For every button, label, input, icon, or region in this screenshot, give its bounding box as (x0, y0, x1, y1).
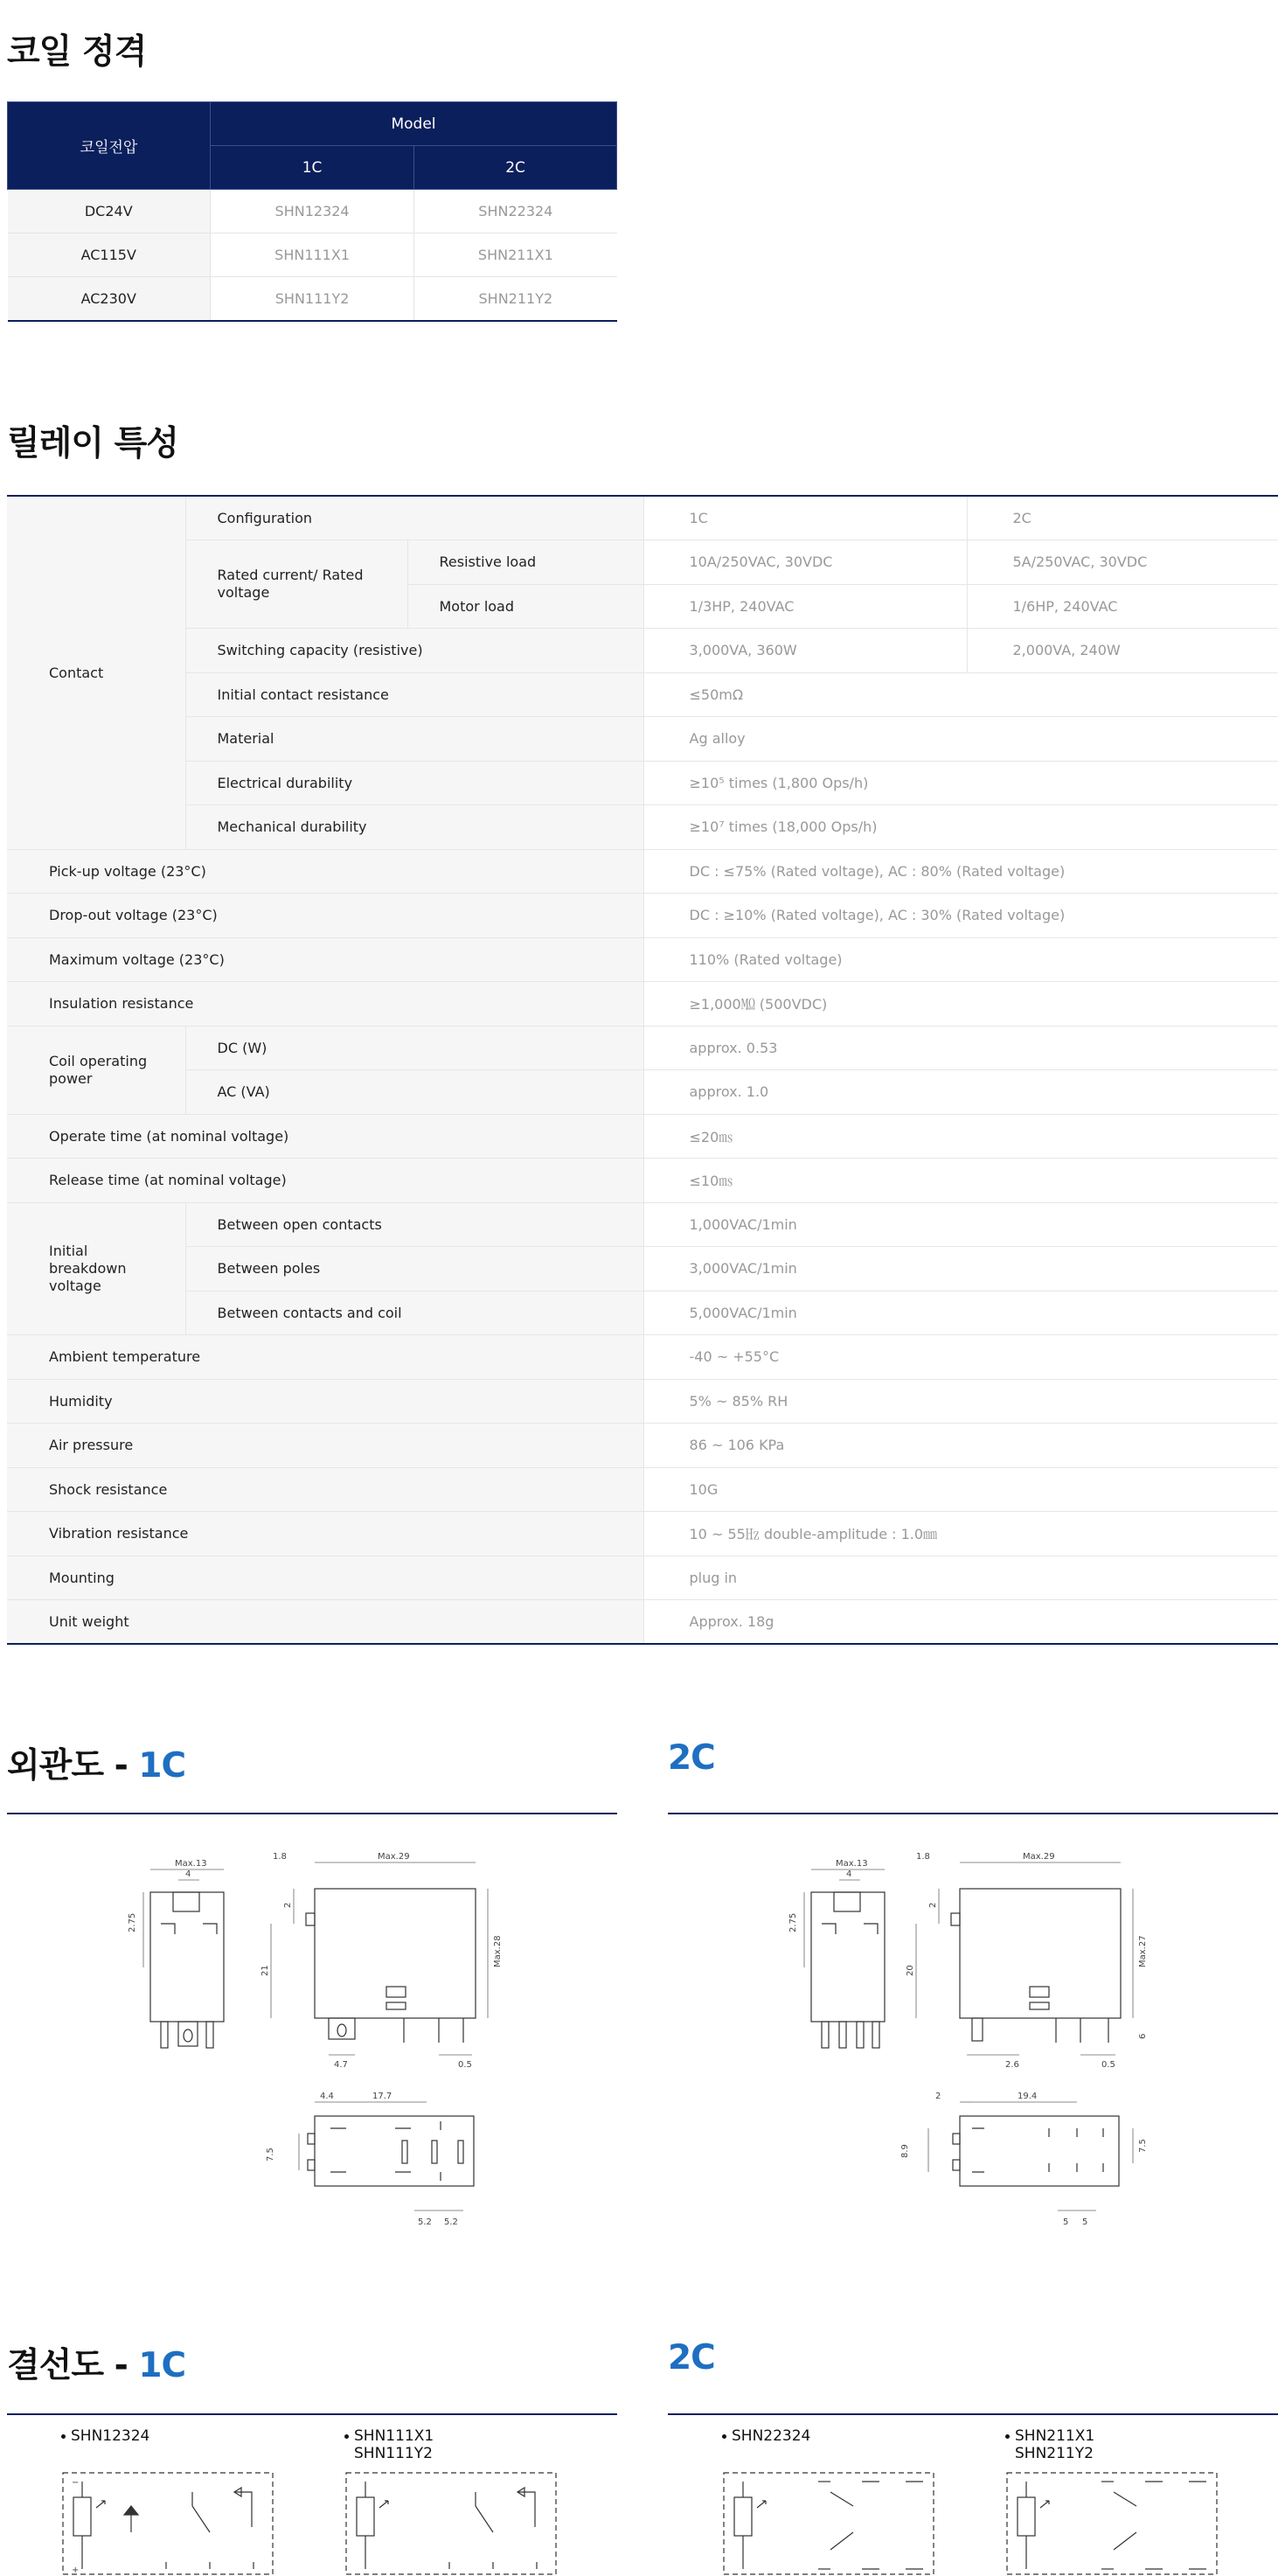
model-name: SHN111X1 (354, 2427, 434, 2445)
front-view-body (960, 1889, 1121, 2018)
dim-label: 4 (185, 1869, 191, 1879)
wiring-model-label (61, 2427, 149, 2445)
spec-label: Electrical durability (185, 761, 643, 805)
spec-value: 5,000VAC/1min (643, 1291, 1278, 1335)
table-row (7, 1070, 1278, 1115)
dim-label: Max.28 (493, 1935, 503, 1967)
spec-value-2c: 2,000VA, 240W (967, 629, 1278, 673)
spec-value: DC : ≤75% (Rated voltage), AC : 80% (Rated voltage) (643, 849, 1278, 894)
spec-value: 86 ~ 106 KPa (643, 1424, 1278, 1468)
spec-value-1c: 1/3HP, 240VAC (643, 584, 967, 629)
spec-value: ≤20㎳ (643, 1114, 1278, 1159)
model-name: SHN111Y2 (354, 2445, 433, 2462)
table-row (7, 540, 1278, 585)
spec-value: approx. 1.0 (643, 1070, 1278, 1115)
spec-value: ≤50mΩ (643, 672, 1278, 717)
spec-label: Between contacts and coil (185, 1291, 643, 1335)
dim-label: 7.5 (1138, 2139, 1148, 2153)
table-row (7, 1335, 1278, 1380)
spec-value: ≤10㎳ (643, 1159, 1278, 1203)
wiring-1c-rule (7, 2413, 617, 2415)
header-coil-voltage: 코일전압 (8, 102, 211, 190)
spec-label: Shock resistance (7, 1467, 643, 1512)
bottom-view-body (960, 2116, 1119, 2186)
wiring-title-2c: 2C (668, 2338, 715, 2378)
table-row (7, 761, 1278, 805)
table-row (7, 1202, 1278, 1247)
outline-title-1c: 1C (138, 1746, 186, 1786)
spec-label-rated: Rated current/ Rated voltage (185, 540, 407, 629)
dim-label: 5 (1063, 2217, 1069, 2227)
table-row (7, 849, 1278, 894)
spec-label: DC (W) (185, 1026, 643, 1070)
outline-1c-title (7, 1738, 185, 1787)
model-2c: SHN211Y2 (414, 277, 617, 321)
spec-label: Ambient temperature (7, 1335, 643, 1380)
svg-text:+: + (72, 2566, 80, 2575)
spec-label: Maximum voltage (23°C) (7, 937, 643, 982)
spec-label: Operate time (at nominal voltage) (7, 1114, 643, 1159)
spec-label: Material (185, 717, 643, 762)
spec-label: Air pressure (7, 1424, 643, 1468)
outline-title-2c: 2C (668, 1738, 715, 1778)
table-row (8, 190, 617, 233)
coil-voltage: AC115V (8, 233, 211, 277)
spec-label: Between open contacts (185, 1202, 643, 1247)
table-row (7, 717, 1278, 762)
relay-spec-table (7, 495, 1278, 1645)
spec-value-2c: 5A/250VAC, 30VDC (967, 540, 1278, 585)
table-row (8, 233, 617, 277)
table-row (7, 937, 1278, 982)
outline-2c-rule (668, 1813, 1278, 1814)
coil-voltage: DC24V (8, 190, 211, 233)
spec-label: Release time (at nominal voltage) (7, 1159, 643, 1203)
spec-label: Mechanical durability (185, 805, 643, 850)
dim-label: 5.2 (418, 2217, 432, 2227)
wiring-2c-rule (668, 2413, 1278, 2415)
spec-value: 10 ~ 55㎐ double-amplitude : 1.0㎜ (643, 1512, 1278, 1556)
dim-label: 19.4 (1018, 2092, 1038, 2101)
spec-value: ≥1,000㏁ (500VDC) (643, 982, 1278, 1027)
table-row (8, 277, 617, 321)
table-row (7, 805, 1278, 850)
spec-label: Drop-out voltage (23°C) (7, 894, 643, 938)
wiring-title-prefix: 결선도 - (7, 2346, 139, 2385)
group-coil-power: Coil operating power (7, 1026, 185, 1114)
model-1c: SHN111Y2 (211, 277, 414, 321)
spec-label: Humidity (7, 1379, 643, 1424)
dim-label: 8.9 (900, 2144, 910, 2158)
spec-value: ≥10⁵ times (1,800 Ops/h) (643, 761, 1278, 805)
spec-value: 10G (643, 1467, 1278, 1512)
coil-rating-table (7, 101, 617, 322)
table-row (7, 894, 1278, 938)
wiring-model-label (722, 2427, 810, 2445)
spec-label: Configuration (185, 496, 643, 540)
wiring-diagram-1c-ac (344, 2471, 559, 2576)
spec-value: approx. 0.53 (643, 1026, 1278, 1070)
header-model: Model (211, 102, 617, 146)
outline-2c-title (668, 1738, 715, 1778)
dim-label: 2.75 (788, 1912, 798, 1932)
spec-value: plug in (643, 1556, 1278, 1600)
spec-label: Motor load (407, 584, 643, 629)
spec-value-1c: 3,000VA, 360W (643, 629, 967, 673)
dim-label: 5.2 (444, 2217, 458, 2227)
dim-label: 0.5 (458, 2060, 472, 2070)
spec-value-2c: 1/6HP, 240VAC (967, 584, 1278, 629)
table-row (7, 1159, 1278, 1203)
model-name: SHN211Y2 (1015, 2445, 1094, 2462)
spec-label: Mounting (7, 1556, 643, 1600)
model-name: SHN22324 (732, 2427, 811, 2445)
table-row (7, 1114, 1278, 1159)
dim-label: Max.13 (836, 1859, 868, 1869)
spec-value: Approx. 18g (643, 1600, 1278, 1645)
wiring-diagram-2c-dc (722, 2471, 937, 2576)
table-row (7, 1026, 1278, 1070)
dim-label: 21 (260, 1965, 270, 1976)
spec-value: 3,000VAC/1min (643, 1247, 1278, 1291)
dim-label: Max.29 (378, 1852, 410, 1862)
dim-label: Max.13 (175, 1859, 207, 1869)
dim-label: 4.4 (320, 2092, 334, 2101)
model-2c: SHN211X1 (414, 233, 617, 277)
wiring-diagram-1c-dc (61, 2471, 276, 2576)
table-row (7, 1291, 1278, 1335)
outline-1c-rule (7, 1813, 617, 1814)
dim-label: 0.5 (1101, 2060, 1115, 2070)
wiring-title-1c: 1C (138, 2346, 186, 2385)
wiring-1c-title (7, 2338, 185, 2387)
table-row (7, 1600, 1278, 1645)
spec-label: Unit weight (7, 1600, 643, 1645)
spec-label: AC (VA) (185, 1070, 643, 1115)
wiring-diagram-2c-ac (1005, 2471, 1220, 2576)
coil-voltage: AC230V (8, 277, 211, 321)
table-row (7, 1512, 1278, 1556)
dim-label: 7.5 (266, 2148, 275, 2162)
relay-section-title: 릴레이 특성 (7, 424, 178, 463)
dim-label: 2 (928, 1902, 938, 1908)
spec-label: Vibration resistance (7, 1512, 643, 1556)
model-name: SHN211X1 (1015, 2427, 1095, 2445)
model-name: SHN12324 (71, 2427, 150, 2445)
model-1c: SHN12324 (211, 190, 414, 233)
table-row (7, 496, 1278, 540)
dim-label: 17.7 (372, 2092, 392, 2101)
dim-label: 5 (1082, 2217, 1088, 2227)
table-row (7, 1379, 1278, 1424)
table-row (7, 1247, 1278, 1291)
spec-value: 1,000VAC/1min (643, 1202, 1278, 1247)
dim-label: 2 (283, 1902, 293, 1908)
spec-value: ≥10⁷ times (18,000 Ops/h) (643, 805, 1278, 850)
spec-label: Insulation resistance (7, 982, 643, 1027)
model-2c: SHN22324 (414, 190, 617, 233)
spec-value: Ag alloy (643, 717, 1278, 762)
dim-label: 2 (935, 2092, 941, 2101)
table-row (7, 982, 1278, 1027)
spec-value: -40 ~ +55°C (643, 1335, 1278, 1380)
spec-value-1c: 10A/250VAC, 30VDC (643, 540, 967, 585)
group-breakdown: Initial breakdown voltage (7, 1202, 185, 1335)
dim-label: 4 (846, 1869, 852, 1879)
table-row (7, 672, 1278, 717)
spec-label: Resistive load (407, 540, 643, 585)
svg-text:−: − (72, 2478, 80, 2488)
group-contact: Contact (7, 496, 185, 849)
spec-value: DC : ≥10% (Rated voltage), AC : 30% (Rated voltage) (643, 894, 1278, 938)
wiring-model-label (344, 2427, 434, 2462)
outline-drawing-1c (105, 1836, 524, 2247)
bottom-view-body (315, 2116, 474, 2186)
spec-label: Between poles (185, 1247, 643, 1291)
header-2c: 2C (414, 146, 617, 190)
spec-value-1c: 1C (643, 496, 967, 540)
outline-title-prefix: 외관도 - (7, 1746, 139, 1786)
wiring-2c-title (668, 2338, 715, 2378)
model-1c: SHN111X1 (211, 233, 414, 277)
table-row (7, 629, 1278, 673)
table-row (7, 1556, 1278, 1600)
dim-label: 4.7 (334, 2060, 348, 2070)
dim-label: 20 (906, 1965, 915, 1976)
table-row (7, 1467, 1278, 1512)
dim-label: 1.8 (273, 1852, 287, 1862)
dim-label: Max.27 (1138, 1935, 1148, 1967)
dim-label: 2.6 (1005, 2060, 1019, 2070)
coil-section-title: 코일 정격 (7, 32, 147, 72)
spec-value: 110% (Rated voltage) (643, 937, 1278, 982)
spec-value-2c: 2C (967, 496, 1278, 540)
front-view-body (315, 1889, 476, 2018)
table-row (7, 1424, 1278, 1468)
wiring-model-label (1005, 2427, 1094, 2462)
dim-label: 1.8 (916, 1852, 930, 1862)
spec-label: Initial contact resistance (185, 672, 643, 717)
dim-label: 6 (1138, 2033, 1148, 2039)
outline-drawing-2c (766, 1836, 1185, 2247)
dim-label: 2.75 (128, 1912, 137, 1932)
spec-value: 5% ~ 85% RH (643, 1379, 1278, 1424)
spec-label: Switching capacity (resistive) (185, 629, 643, 673)
spec-label: Pick-up voltage (23°C) (7, 849, 643, 894)
header-1c: 1C (211, 146, 414, 190)
dim-label: Max.29 (1023, 1852, 1055, 1862)
